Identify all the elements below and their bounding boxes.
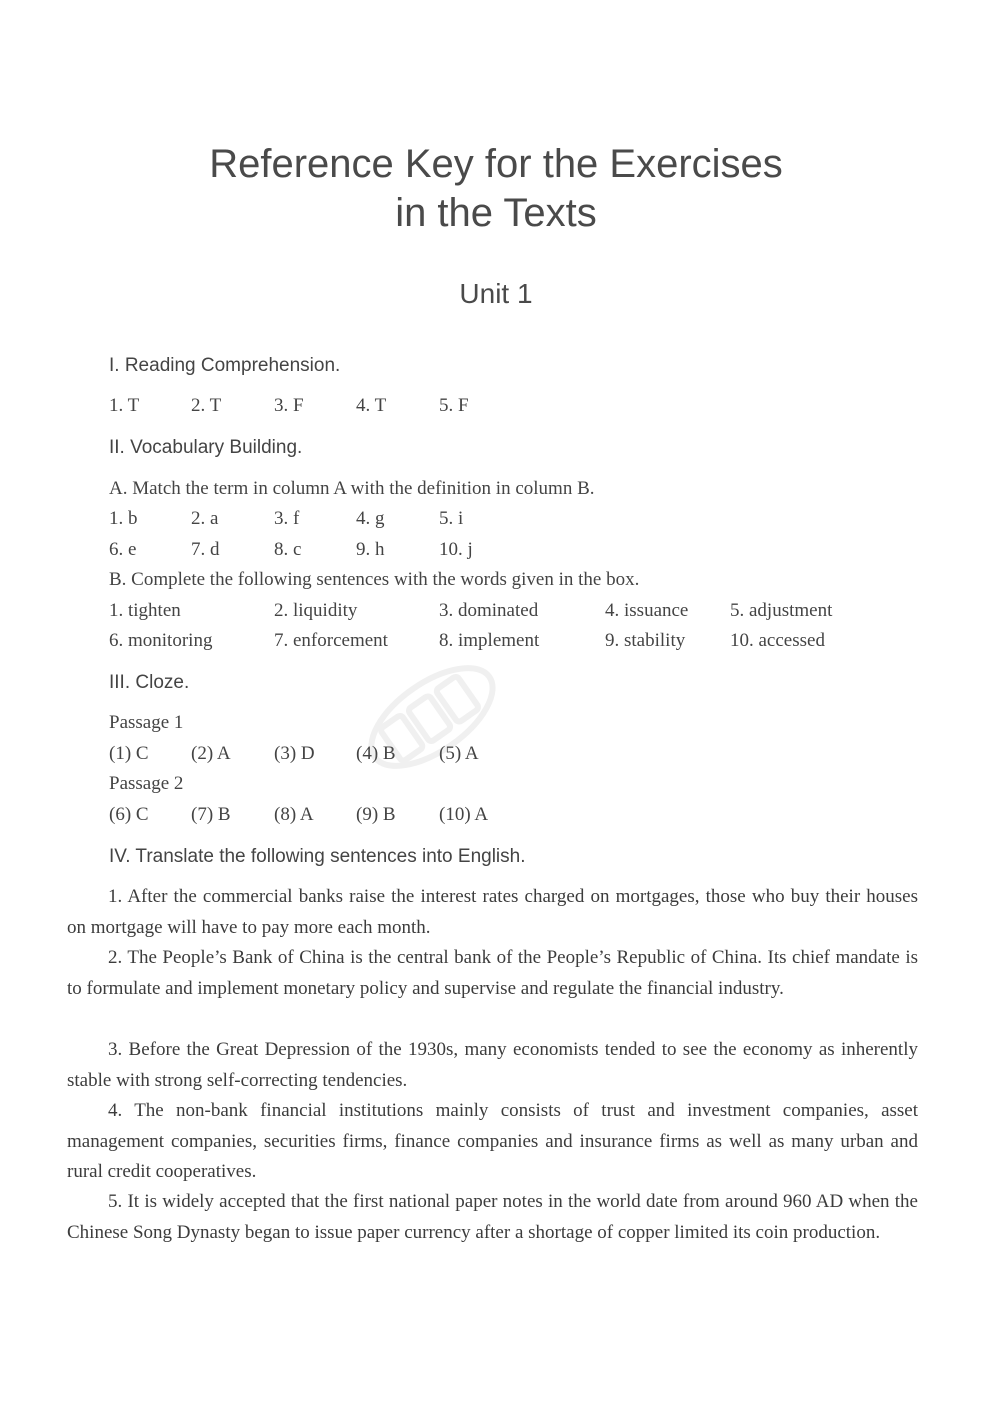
- answer-item: (6) C: [109, 804, 149, 825]
- translation-sentence-2: 2. The People’s Bank of China is the central bank of the People’s Republic of China. Its chief mandate is to formulate and implement monetary policy and supervise and regulate the financial industry.: [67, 947, 918, 999]
- answer-item: 1. tighten: [109, 600, 181, 621]
- reading-answers-row: [109, 395, 909, 417]
- section-heading-translation: IV. Translate the following sentences into English.: [109, 846, 526, 867]
- answer-item: 1. T: [109, 395, 140, 416]
- answer-item: 3. F: [274, 395, 304, 416]
- answer-item: (9) B: [356, 804, 396, 825]
- answer-item: 9. h: [356, 539, 385, 560]
- answer-item: 6. e: [109, 539, 137, 560]
- answer-item: 3. f: [274, 508, 300, 529]
- answer-item: (8) A: [274, 804, 314, 825]
- page-title-line2: in the Texts: [395, 191, 597, 235]
- answer-item: 10. j: [439, 539, 473, 560]
- answer-item: 5. i: [439, 508, 464, 529]
- passage-1-label: Passage 1: [109, 712, 184, 733]
- answer-item: (2) A: [191, 743, 231, 764]
- answer-item: 2. a: [191, 508, 219, 529]
- answer-item: (4) B: [356, 743, 396, 764]
- section-heading-cloze: III. Cloze.: [109, 672, 190, 693]
- fill-answers-row-2: [109, 630, 909, 652]
- translation-sentence-1: 1. After the commercial banks raise the interest rates charged on mortgages, those who buy their houses on mortgage will have to pay more each month.: [67, 886, 918, 938]
- instruction-part-a: A. Match the term in column A with the definition in column B.: [109, 478, 595, 499]
- passage-1-answers-row: [109, 743, 909, 765]
- answer-item: 5. F: [439, 395, 469, 416]
- translation-sentence-5: 5. It is widely accepted that the first national paper notes in the world date from around 960 AD when the Chinese Song Dynasty began to issue paper currency after a shortage of copper limited its coin production.: [67, 1191, 918, 1243]
- answer-item: (7) B: [191, 804, 231, 825]
- answer-item: 2. liquidity: [274, 600, 358, 621]
- answer-item: 3. dominated: [439, 600, 539, 621]
- section-heading-reading: I. Reading Comprehension.: [109, 355, 341, 376]
- instruction-part-b: B. Complete the following sentences with the words given in the box.: [109, 569, 640, 590]
- answer-item: 9. stability: [605, 630, 686, 651]
- answer-item: 4. issuance: [605, 600, 689, 621]
- answer-item: (1) C: [109, 743, 149, 764]
- answer-item: 4. T: [356, 395, 387, 416]
- answer-item: (3) D: [274, 743, 315, 764]
- answer-item: 8. c: [274, 539, 302, 560]
- answer-item: (10) A: [439, 804, 489, 825]
- answer-item: 7. d: [191, 539, 220, 560]
- answer-item: 8. implement: [439, 630, 540, 651]
- passage-2-answers-row: [109, 804, 909, 826]
- translation-sentence-4: 4. The non-bank financial institutions mainly consists of trust and investment companies, asset management companies, securities firms, finance companies and insurance firms as well as many urban and rural credit cooperatives.: [67, 1100, 918, 1182]
- page-title-line1: Reference Key for the Exercises: [209, 142, 783, 186]
- section-heading-vocabulary: II. Vocabulary Building.: [109, 437, 303, 458]
- match-answers-row-1: [109, 508, 909, 530]
- translation-sentence-3: 3. Before the Great Depression of the 1930s, many economists tended to see the economy as inherently stable with strong self-correcting tendencies.: [67, 1039, 918, 1091]
- answer-item: 2. T: [191, 395, 222, 416]
- unit-heading: Unit 1: [459, 278, 533, 309]
- match-answers-row-2: [109, 539, 909, 561]
- answer-item: (5) A: [439, 743, 479, 764]
- answer-item: 5. adjustment: [730, 600, 833, 621]
- fill-answers-row-1: [109, 600, 909, 622]
- answer-item: 6. monitoring: [109, 630, 213, 651]
- answer-item: 4. g: [356, 508, 385, 529]
- answer-item: 10. accessed: [730, 630, 825, 651]
- answer-item: 7. enforcement: [274, 630, 388, 651]
- answer-item: 1. b: [109, 508, 138, 529]
- passage-2-label: Passage 2: [109, 773, 184, 794]
